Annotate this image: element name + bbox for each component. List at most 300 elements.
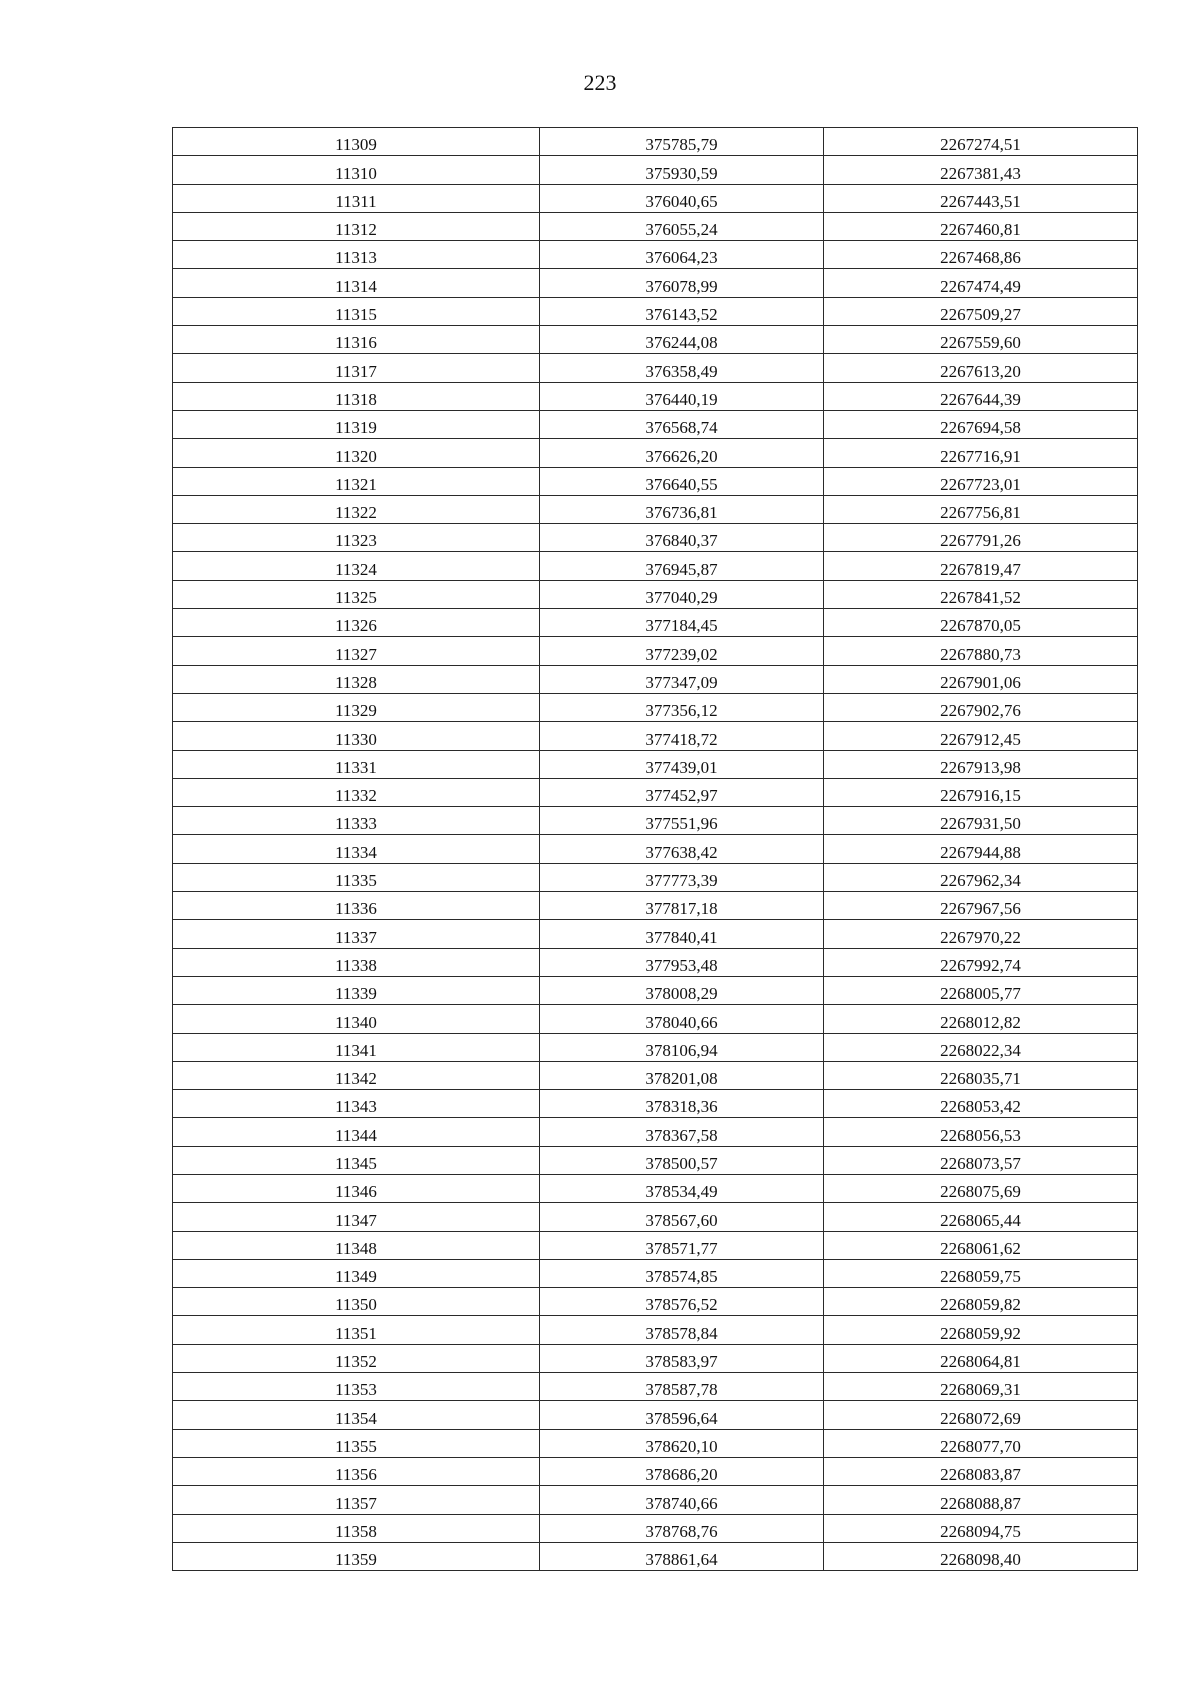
y-coordinate-cell bbox=[824, 1486, 1138, 1514]
cell-value: 378040,66 bbox=[645, 1012, 718, 1032]
cell-value: 378201,08 bbox=[645, 1069, 718, 1089]
cell-value: 11334 bbox=[335, 842, 377, 862]
point-number-cell bbox=[173, 410, 540, 438]
y-coordinate-cell bbox=[824, 1146, 1138, 1174]
table-row bbox=[173, 552, 1138, 580]
cell-value: 375930,59 bbox=[645, 163, 718, 183]
cell-value: 11331 bbox=[335, 757, 377, 777]
y-coordinate-cell bbox=[824, 1203, 1138, 1231]
cell-value: 11355 bbox=[335, 1436, 377, 1456]
cell-value: 377773,39 bbox=[645, 871, 718, 891]
table-row bbox=[173, 184, 1138, 212]
y-coordinate-cell bbox=[824, 184, 1138, 212]
cell-value: 378367,58 bbox=[645, 1125, 718, 1145]
x-coordinate-cell bbox=[540, 665, 824, 693]
point-number-cell bbox=[173, 892, 540, 920]
y-coordinate-cell bbox=[824, 1259, 1138, 1287]
cell-value: 11358 bbox=[335, 1521, 377, 1541]
point-number-cell bbox=[173, 1542, 540, 1570]
table-row bbox=[173, 1231, 1138, 1259]
cell-value: 2268059,82 bbox=[940, 1295, 1021, 1315]
cell-value: 11319 bbox=[335, 418, 377, 438]
y-coordinate-cell bbox=[824, 410, 1138, 438]
x-coordinate-cell bbox=[540, 892, 824, 920]
table-row bbox=[173, 1288, 1138, 1316]
cell-value: 2267716,91 bbox=[940, 446, 1021, 466]
cell-value: 377040,29 bbox=[645, 588, 718, 608]
cell-value: 11316 bbox=[335, 333, 377, 353]
cell-value: 11333 bbox=[335, 814, 377, 834]
cell-value: 2267274,51 bbox=[940, 135, 1021, 155]
cell-value: 11350 bbox=[335, 1295, 377, 1315]
cell-value: 11332 bbox=[335, 786, 377, 806]
point-number-cell bbox=[173, 637, 540, 665]
cell-value: 2268065,44 bbox=[940, 1210, 1021, 1230]
y-coordinate-cell bbox=[824, 241, 1138, 269]
cell-value: 2268073,57 bbox=[940, 1153, 1021, 1173]
y-coordinate-cell bbox=[824, 1090, 1138, 1118]
x-coordinate-cell bbox=[540, 1146, 824, 1174]
point-number-cell bbox=[173, 552, 540, 580]
cell-value: 2267916,15 bbox=[940, 786, 1021, 806]
table-row bbox=[173, 212, 1138, 240]
table-row bbox=[173, 976, 1138, 1004]
table-row bbox=[173, 1514, 1138, 1542]
point-number-cell bbox=[173, 1090, 540, 1118]
point-number-cell bbox=[173, 1203, 540, 1231]
cell-value: 11357 bbox=[335, 1493, 377, 1513]
x-coordinate-cell bbox=[540, 1231, 824, 1259]
y-coordinate-cell bbox=[824, 1316, 1138, 1344]
y-coordinate-cell bbox=[824, 609, 1138, 637]
cell-value: 2268064,81 bbox=[940, 1352, 1021, 1372]
y-coordinate-cell bbox=[824, 156, 1138, 184]
table-row bbox=[173, 750, 1138, 778]
table-row bbox=[173, 1542, 1138, 1570]
page-number: 223 bbox=[583, 70, 617, 95]
y-coordinate-cell bbox=[824, 722, 1138, 750]
point-number-cell bbox=[173, 1401, 540, 1429]
table-row bbox=[173, 920, 1138, 948]
point-number-cell bbox=[173, 269, 540, 297]
cell-value: 377551,96 bbox=[645, 814, 718, 834]
point-number-cell bbox=[173, 128, 540, 156]
x-coordinate-cell bbox=[540, 1514, 824, 1542]
point-number-cell bbox=[173, 807, 540, 835]
point-number-cell bbox=[173, 467, 540, 495]
x-coordinate-cell bbox=[540, 467, 824, 495]
y-coordinate-cell bbox=[824, 580, 1138, 608]
table-row bbox=[173, 241, 1138, 269]
y-coordinate-cell bbox=[824, 1288, 1138, 1316]
x-coordinate-cell bbox=[540, 1373, 824, 1401]
y-coordinate-cell bbox=[824, 863, 1138, 891]
x-coordinate-cell bbox=[540, 1259, 824, 1287]
table-body bbox=[173, 128, 1138, 1571]
cell-value: 2267460,81 bbox=[940, 220, 1021, 240]
point-number-cell bbox=[173, 495, 540, 523]
x-coordinate-cell bbox=[540, 920, 824, 948]
cell-value: 377817,18 bbox=[645, 899, 718, 919]
cell-value: 377953,48 bbox=[645, 955, 718, 975]
coordinates-table bbox=[172, 127, 1138, 1571]
table-row bbox=[173, 1401, 1138, 1429]
cell-value: 2268056,53 bbox=[940, 1125, 1021, 1145]
y-coordinate-cell bbox=[824, 637, 1138, 665]
cell-value: 2267912,45 bbox=[940, 729, 1021, 749]
cell-value: 2267931,50 bbox=[940, 814, 1021, 834]
cell-value: 376568,74 bbox=[645, 418, 718, 438]
cell-value: 11328 bbox=[335, 672, 377, 692]
cell-value: 11330 bbox=[335, 729, 377, 749]
cell-value: 2267381,43 bbox=[940, 163, 1021, 183]
cell-value: 11354 bbox=[335, 1408, 377, 1428]
cell-value: 11356 bbox=[335, 1465, 377, 1485]
cell-value: 2267756,81 bbox=[940, 503, 1021, 523]
cell-value: 375785,79 bbox=[645, 135, 718, 155]
cell-value: 2268059,75 bbox=[940, 1267, 1021, 1287]
point-number-cell bbox=[173, 212, 540, 240]
x-coordinate-cell bbox=[540, 1203, 824, 1231]
cell-value: 2268094,75 bbox=[940, 1521, 1021, 1541]
y-coordinate-cell bbox=[824, 976, 1138, 1004]
y-coordinate-cell bbox=[824, 1401, 1138, 1429]
table-row bbox=[173, 722, 1138, 750]
cell-value: 378578,84 bbox=[645, 1323, 718, 1343]
cell-value: 377239,02 bbox=[645, 644, 718, 664]
cell-value: 2268098,40 bbox=[940, 1550, 1021, 1570]
cell-value: 376040,65 bbox=[645, 191, 718, 211]
cell-value: 378596,64 bbox=[645, 1408, 718, 1428]
x-coordinate-cell bbox=[540, 1288, 824, 1316]
cell-value: 376064,23 bbox=[645, 248, 718, 268]
y-coordinate-cell bbox=[824, 693, 1138, 721]
y-coordinate-cell bbox=[824, 778, 1138, 806]
x-coordinate-cell bbox=[540, 1344, 824, 1372]
point-number-cell bbox=[173, 948, 540, 976]
x-coordinate-cell bbox=[540, 722, 824, 750]
x-coordinate-cell bbox=[540, 1033, 824, 1061]
table-row bbox=[173, 467, 1138, 495]
point-number-cell bbox=[173, 1231, 540, 1259]
cell-value: 11323 bbox=[335, 531, 377, 551]
cell-value: 2267559,60 bbox=[940, 333, 1021, 353]
point-number-cell bbox=[173, 778, 540, 806]
cell-value: 11352 bbox=[335, 1352, 377, 1372]
cell-value: 2268059,92 bbox=[940, 1323, 1021, 1343]
cell-value: 376840,37 bbox=[645, 531, 718, 551]
y-coordinate-cell bbox=[824, 920, 1138, 948]
y-coordinate-cell bbox=[824, 524, 1138, 552]
point-number-cell bbox=[173, 835, 540, 863]
x-coordinate-cell bbox=[540, 382, 824, 410]
cell-value: 378574,85 bbox=[645, 1267, 718, 1287]
table-row bbox=[173, 128, 1138, 156]
cell-value: 11329 bbox=[335, 701, 377, 721]
y-coordinate-cell bbox=[824, 1344, 1138, 1372]
x-coordinate-cell bbox=[540, 269, 824, 297]
cell-value: 378620,10 bbox=[645, 1436, 718, 1456]
cell-value: 376440,19 bbox=[645, 389, 718, 409]
cell-value: 2267870,05 bbox=[940, 616, 1021, 636]
x-coordinate-cell bbox=[540, 1316, 824, 1344]
point-number-cell bbox=[173, 241, 540, 269]
table-row bbox=[173, 1118, 1138, 1146]
x-coordinate-cell bbox=[540, 184, 824, 212]
cell-value: 2267694,58 bbox=[940, 418, 1021, 438]
cell-value: 378576,52 bbox=[645, 1295, 718, 1315]
point-number-cell bbox=[173, 863, 540, 891]
table-row bbox=[173, 1373, 1138, 1401]
cell-value: 2267967,56 bbox=[940, 899, 1021, 919]
table-row bbox=[173, 693, 1138, 721]
table-row bbox=[173, 1090, 1138, 1118]
point-number-cell bbox=[173, 693, 540, 721]
cell-value: 376078,99 bbox=[645, 276, 718, 296]
x-coordinate-cell bbox=[540, 1542, 824, 1570]
cell-value: 2267901,06 bbox=[940, 672, 1021, 692]
cell-value: 378740,66 bbox=[645, 1493, 718, 1513]
table-row bbox=[173, 1203, 1138, 1231]
y-coordinate-cell bbox=[824, 1514, 1138, 1542]
cell-value: 2267509,27 bbox=[940, 305, 1021, 325]
cell-value: 377638,42 bbox=[645, 842, 718, 862]
cell-value: 376736,81 bbox=[645, 503, 718, 523]
y-coordinate-cell bbox=[824, 948, 1138, 976]
cell-value: 378500,57 bbox=[645, 1153, 718, 1173]
y-coordinate-cell bbox=[824, 128, 1138, 156]
cell-value: 2267913,98 bbox=[940, 757, 1021, 777]
point-number-cell bbox=[173, 354, 540, 382]
cell-value: 11324 bbox=[335, 559, 377, 579]
x-coordinate-cell bbox=[540, 156, 824, 184]
point-number-cell bbox=[173, 1316, 540, 1344]
cell-value: 378768,76 bbox=[645, 1521, 718, 1541]
table-row bbox=[173, 1316, 1138, 1344]
cell-value: 11353 bbox=[335, 1380, 377, 1400]
point-number-cell bbox=[173, 976, 540, 1004]
point-number-cell bbox=[173, 580, 540, 608]
cell-value: 11349 bbox=[335, 1267, 377, 1287]
point-number-cell bbox=[173, 156, 540, 184]
cell-value: 378583,97 bbox=[645, 1352, 718, 1372]
cell-value: 2267902,76 bbox=[940, 701, 1021, 721]
cell-value: 11320 bbox=[335, 446, 377, 466]
y-coordinate-cell bbox=[824, 382, 1138, 410]
table-row bbox=[173, 354, 1138, 382]
cell-value: 377184,45 bbox=[645, 616, 718, 636]
cell-value: 2267970,22 bbox=[940, 927, 1021, 947]
table-row bbox=[173, 382, 1138, 410]
point-number-cell bbox=[173, 1146, 540, 1174]
table-row bbox=[173, 1344, 1138, 1372]
cell-value: 377347,09 bbox=[645, 672, 718, 692]
table-row bbox=[173, 1486, 1138, 1514]
table-row bbox=[173, 297, 1138, 325]
y-coordinate-cell bbox=[824, 1174, 1138, 1202]
cell-value: 11314 bbox=[335, 276, 377, 296]
cell-value: 11351 bbox=[335, 1323, 377, 1343]
x-coordinate-cell bbox=[540, 439, 824, 467]
cell-value: 11345 bbox=[335, 1153, 377, 1173]
table-row bbox=[173, 524, 1138, 552]
table-row bbox=[173, 1005, 1138, 1033]
y-coordinate-cell bbox=[824, 439, 1138, 467]
cell-value: 11309 bbox=[335, 135, 377, 155]
cell-value: 378318,36 bbox=[645, 1097, 718, 1117]
cell-value: 11343 bbox=[335, 1097, 377, 1117]
point-number-cell bbox=[173, 524, 540, 552]
y-coordinate-cell bbox=[824, 1373, 1138, 1401]
point-number-cell bbox=[173, 184, 540, 212]
point-number-cell bbox=[173, 1061, 540, 1089]
cell-value: 378861,64 bbox=[645, 1550, 718, 1570]
x-coordinate-cell bbox=[540, 552, 824, 580]
cell-value: 377840,41 bbox=[645, 927, 718, 947]
cell-value: 2267443,51 bbox=[940, 191, 1021, 211]
cell-value: 378534,49 bbox=[645, 1182, 718, 1202]
point-number-cell bbox=[173, 1344, 540, 1372]
cell-value: 2267962,34 bbox=[940, 871, 1021, 891]
cell-value: 2268069,31 bbox=[940, 1380, 1021, 1400]
x-coordinate-cell bbox=[540, 1486, 824, 1514]
cell-value: 376244,08 bbox=[645, 333, 718, 353]
cell-value: 11340 bbox=[335, 1012, 377, 1032]
point-number-cell bbox=[173, 1429, 540, 1457]
y-coordinate-cell bbox=[824, 297, 1138, 325]
cell-value: 376055,24 bbox=[645, 220, 718, 240]
table-row bbox=[173, 410, 1138, 438]
x-coordinate-cell bbox=[540, 637, 824, 665]
table-row bbox=[173, 1146, 1138, 1174]
x-coordinate-cell bbox=[540, 693, 824, 721]
y-coordinate-cell bbox=[824, 212, 1138, 240]
table-row bbox=[173, 609, 1138, 637]
point-number-cell bbox=[173, 297, 540, 325]
x-coordinate-cell bbox=[540, 609, 824, 637]
cell-value: 376143,52 bbox=[645, 305, 718, 325]
x-coordinate-cell bbox=[540, 807, 824, 835]
cell-value: 11359 bbox=[335, 1550, 377, 1570]
cell-value: 2268012,82 bbox=[940, 1012, 1021, 1032]
x-coordinate-cell bbox=[540, 750, 824, 778]
cell-value: 376945,87 bbox=[645, 559, 718, 579]
table-row bbox=[173, 439, 1138, 467]
cell-value: 378571,77 bbox=[645, 1238, 718, 1258]
point-number-cell bbox=[173, 722, 540, 750]
cell-value: 2268022,34 bbox=[940, 1040, 1021, 1060]
point-number-cell bbox=[173, 1288, 540, 1316]
y-coordinate-cell bbox=[824, 1061, 1138, 1089]
cell-value: 11338 bbox=[335, 955, 377, 975]
x-coordinate-cell bbox=[540, 1061, 824, 1089]
x-coordinate-cell bbox=[540, 410, 824, 438]
table-row bbox=[173, 892, 1138, 920]
y-coordinate-cell bbox=[824, 1542, 1138, 1570]
cell-value: 2267644,39 bbox=[940, 389, 1021, 409]
cell-value: 11326 bbox=[335, 616, 377, 636]
table-row bbox=[173, 778, 1138, 806]
cell-value: 2268083,87 bbox=[940, 1465, 1021, 1485]
cell-value: 376358,49 bbox=[645, 361, 718, 381]
point-number-cell bbox=[173, 1457, 540, 1485]
y-coordinate-cell bbox=[824, 665, 1138, 693]
cell-value: 11312 bbox=[335, 220, 377, 240]
table-row bbox=[173, 665, 1138, 693]
cell-value: 2268035,71 bbox=[940, 1069, 1021, 1089]
y-coordinate-cell bbox=[824, 467, 1138, 495]
x-coordinate-cell bbox=[540, 326, 824, 354]
table-row bbox=[173, 637, 1138, 665]
point-number-cell bbox=[173, 750, 540, 778]
point-number-cell bbox=[173, 920, 540, 948]
x-coordinate-cell bbox=[540, 524, 824, 552]
cell-value: 11335 bbox=[335, 871, 377, 891]
cell-value: 2267880,73 bbox=[940, 644, 1021, 664]
point-number-cell bbox=[173, 1514, 540, 1542]
x-coordinate-cell bbox=[540, 1457, 824, 1485]
table-row bbox=[173, 1457, 1138, 1485]
y-coordinate-cell bbox=[824, 269, 1138, 297]
cell-value: 378686,20 bbox=[645, 1465, 718, 1485]
cell-value: 376626,20 bbox=[645, 446, 718, 466]
y-coordinate-cell bbox=[824, 1033, 1138, 1061]
y-coordinate-cell bbox=[824, 552, 1138, 580]
cell-value: 377452,97 bbox=[645, 786, 718, 806]
cell-value: 2268088,87 bbox=[940, 1493, 1021, 1513]
x-coordinate-cell bbox=[540, 354, 824, 382]
cell-value: 11347 bbox=[335, 1210, 377, 1230]
cell-value: 2268061,62 bbox=[940, 1238, 1021, 1258]
cell-value: 378567,60 bbox=[645, 1210, 718, 1230]
point-number-cell bbox=[173, 1373, 540, 1401]
cell-value: 2267992,74 bbox=[940, 955, 1021, 975]
table-row bbox=[173, 807, 1138, 835]
table-row bbox=[173, 1259, 1138, 1287]
cell-value: 2268072,69 bbox=[940, 1408, 1021, 1428]
x-coordinate-cell bbox=[540, 128, 824, 156]
y-coordinate-cell bbox=[824, 1231, 1138, 1259]
point-number-cell bbox=[173, 1005, 540, 1033]
table-row bbox=[173, 269, 1138, 297]
point-number-cell bbox=[173, 326, 540, 354]
x-coordinate-cell bbox=[540, 1005, 824, 1033]
cell-value: 2267944,88 bbox=[940, 842, 1021, 862]
cell-value: 378008,29 bbox=[645, 984, 718, 1004]
cell-value: 2267819,47 bbox=[940, 559, 1021, 579]
table-row bbox=[173, 1061, 1138, 1089]
cell-value: 2268053,42 bbox=[940, 1097, 1021, 1117]
point-number-cell bbox=[173, 1118, 540, 1146]
y-coordinate-cell bbox=[824, 1005, 1138, 1033]
cell-value: 11311 bbox=[335, 191, 377, 211]
y-coordinate-cell bbox=[824, 750, 1138, 778]
point-number-cell bbox=[173, 382, 540, 410]
point-number-cell bbox=[173, 665, 540, 693]
cell-value: 11336 bbox=[335, 899, 377, 919]
x-coordinate-cell bbox=[540, 778, 824, 806]
cell-value: 2267723,01 bbox=[940, 474, 1021, 494]
y-coordinate-cell bbox=[824, 495, 1138, 523]
table-row bbox=[173, 948, 1138, 976]
x-coordinate-cell bbox=[540, 241, 824, 269]
x-coordinate-cell bbox=[540, 580, 824, 608]
cell-value: 377418,72 bbox=[645, 729, 718, 749]
x-coordinate-cell bbox=[540, 863, 824, 891]
point-number-cell bbox=[173, 1486, 540, 1514]
cell-value: 2267841,52 bbox=[940, 588, 1021, 608]
cell-value: 2267468,86 bbox=[940, 248, 1021, 268]
